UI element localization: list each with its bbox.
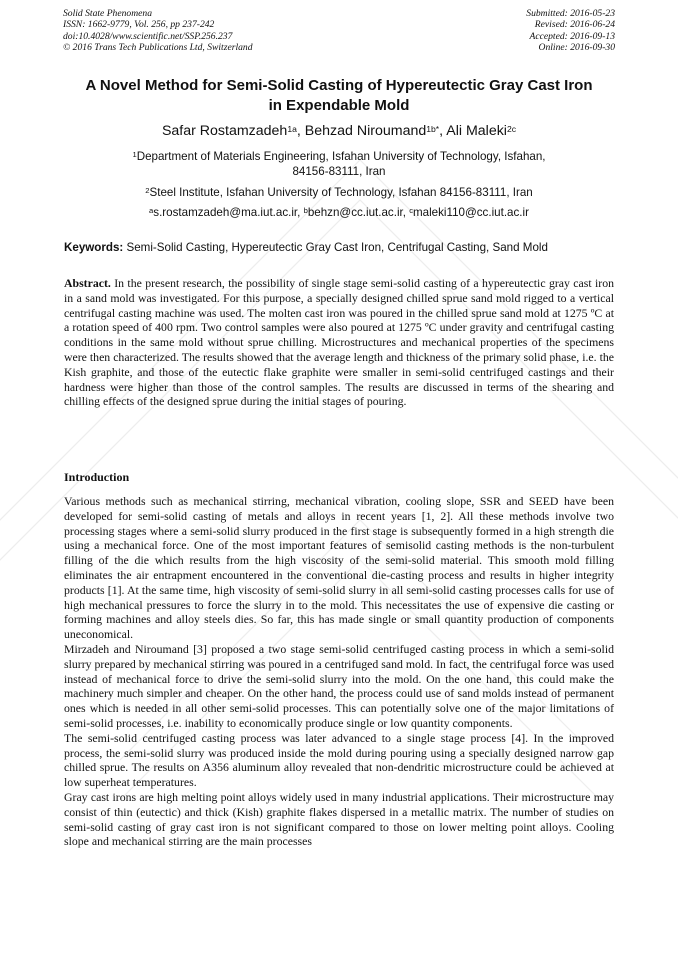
- revised-date: Revised: 2016-06-24: [534, 19, 615, 31]
- author-name: Ali Maleki: [446, 123, 507, 139]
- email-address[interactable]: maleki110@cc.iut.ac.ir: [413, 206, 529, 219]
- title-line-2: in Expendable Mold: [268, 97, 410, 114]
- journal-name: Solid State Phenomena: [63, 8, 152, 19]
- online-date: Online: 2016-09-30: [538, 42, 615, 54]
- keywords-line: [64, 240, 624, 255]
- submitted-date: Submitted: 2016-05-23: [526, 8, 615, 19]
- submission-dates: [526, 8, 615, 54]
- keywords-label: Keywords:: [64, 241, 124, 254]
- affiliation-2-text: Steel Institute, Isfahan University of Technology, Isfahan 84156-83111, Iran: [149, 186, 533, 199]
- affiliation-1-line-1: Department of Materials Engineering, Isfahan University of Technology, Isfahan,: [136, 150, 546, 163]
- affiliation-2: [70, 185, 608, 200]
- issn-line: ISSN: 1662-9779, Vol. 256, pp 237-242: [63, 19, 215, 31]
- paragraph: The semi-solid centrifuged casting process was later advanced to a single stage process [4]. In the improved process, the semi-solid slurry was produced inside the mold during pouring using a specially designed narrow gap chilled sprue. The results on A356 aluminum alloy revealed that non-dendritic microstructure could be achieved at low superheat temperatures.: [64, 730, 614, 790]
- affiliation-mark: 2: [145, 186, 150, 195]
- email-address[interactable]: behzn@cc.iut.ac.ir: [307, 206, 403, 219]
- abstract-label: Abstract.: [64, 276, 111, 290]
- email-separator: ,: [402, 206, 410, 219]
- abstract: [64, 276, 614, 409]
- email-mark: a: [149, 206, 154, 215]
- title-line-1: A Novel Method for Semi-Solid Casting of Hypereutectic Gray Cast Iron: [85, 77, 593, 94]
- author-separator: ,: [296, 123, 305, 139]
- email-mark: c: [409, 206, 413, 215]
- author-affiliation-mark: 1b*: [426, 124, 440, 134]
- copyright-line: © 2016 Trans Tech Publications Ltd, Switzerland: [63, 42, 253, 54]
- email-mark: b: [303, 206, 308, 215]
- author-name: Behzad Niroumand: [304, 123, 427, 139]
- keywords-text: Semi-Solid Casting, Hypereutectic Gray Cast Iron, Centrifugal Casting, Sand Mold: [123, 241, 548, 254]
- author-separator: ,: [439, 123, 447, 139]
- author-affiliation-mark: 2c: [506, 124, 517, 134]
- author-affiliation-mark: 1a: [287, 124, 297, 134]
- author-name: Safar Rostamzadeh: [161, 123, 288, 139]
- paragraph: Mirzadeh and Niroumand [3] proposed a two stage semi-solid centrifuged casting process in which a semi-solid slurry prepared by mechanical stirring was poured in a centrifuged sand mold. In fact, the centrifugal force was used instead of mechanical force to drive the semi-solid slurry into the mold. On the one hand, this could make the machinery much simpler and cheaper. On the other hand, the process could use of sand molds instead of permanent ones which is needed in all other semi-solid processes. This can potentially solve one of the major limitations of semi-solid processes, i.e. inability to economically produce single or low quantity components.: [64, 641, 614, 730]
- email-address[interactable]: s.rostamzadeh@ma.iut.ac.ir: [153, 206, 298, 219]
- journal-info: [63, 8, 253, 54]
- affiliation-1: [70, 149, 608, 179]
- author-list: [40, 122, 638, 140]
- paragraph: Various methods such as mechanical stirring, mechanical vibration, cooling slope, SSR and SEED have been developed for semi-solid casting of metals and alloys in recent years [1, 2]. All these methods involve two processing stages where a semi-solid slurry produced in the first stage is subsequently formed in a high strength die using a mechanical force. One of the most important features of semisolid casting methods is the non-turbulent filling of the die which results from the high viscosity of the semi-solid material. This smooth mold filling eliminates the air entrapment encountered in the conventional die-casting process and results in higher integrity products [1]. At the same time, high viscosity of semi-solid slurry in all semi-solid casting processes calls for use of high mechanical pressures to force the slurry in to the mold. This necessitates the use of expensive die casting or forming machines and alloy steels dies. So far, this has made single or small quantity production of components uneconomical.: [64, 494, 614, 642]
- author-emails: [70, 205, 608, 220]
- paper-title: [56, 76, 622, 116]
- affiliation-1-line-2: 84156-83111, Iran: [292, 165, 386, 178]
- accepted-date: Accepted: 2016-09-13: [529, 30, 615, 42]
- doi-line: doi:10.4028/www.scientific.net/SSP.256.237: [63, 30, 233, 42]
- paragraph: Gray cast irons are high melting point alloys widely used in many industrial applications. Their microstructure may consist of thin (eutectic) and thick (Kish) graphite flakes dispersed in a metallic matrix. The number of studies on semi-solid casting of gray cast iron is not significant compared to those on lower melting point alloys. Cooling slope and mechanical stirring are the main processes: [64, 789, 614, 849]
- email-separator: ,: [297, 206, 304, 219]
- introduction-body: [64, 494, 614, 849]
- section-heading-introduction: Introduction: [64, 470, 130, 484]
- affiliation-mark: 1: [132, 150, 137, 159]
- abstract-text: In the present research, the possibility of single stage semi-solid casting of a hypereutectic gray cast iron in a sand mold was investigated. For this purpose, a specially designed chilled sprue sand mold rigged to a vertical centrifugal casting machine was used. The molten cast iron was poured in the chilled sprue sand mold at 1275 ºC at a rotation speed of 400 rpm. Two control samples were also poured at 1275 ºC under gravity and centrifugal casting conditions in the same mold without sprue chilling. Microstructures and mechanical properties of the specimens were then characterized. The results showed that the average length and thickness of the primary solid phase, i.e. the Kish graphite, and those of the eutectic flake graphite were smaller in semi-solid centrifuged castings and their hardness were higher than those of the control samples. The results are discussed in terms of the shearing and chilling effects of the designed sprue during the initial stages of pouring.: [64, 276, 614, 409]
